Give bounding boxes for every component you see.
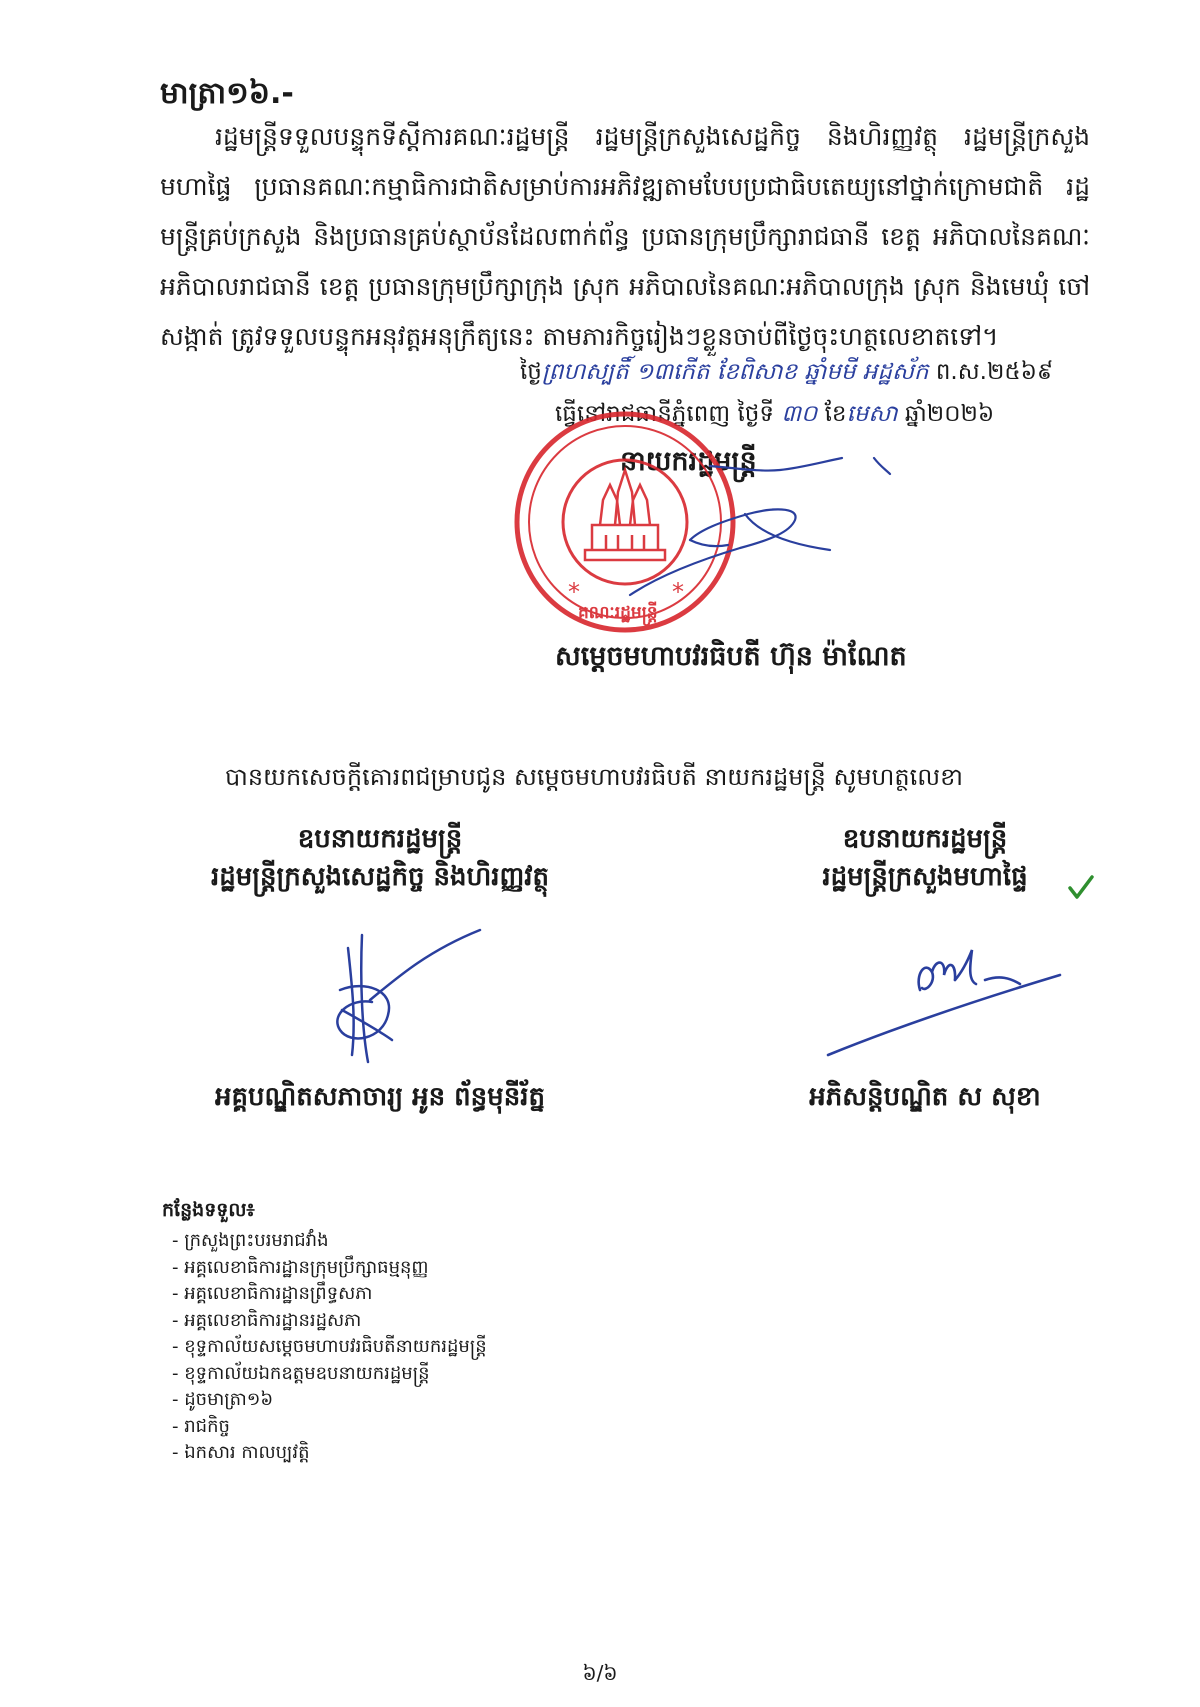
- list-item: - រាជកិច្ច: [172, 1415, 230, 1437]
- seal-text: គណៈរដ្ឋមន្ត្រី: [578, 603, 658, 623]
- buddhist-era-year: ព.ស.២៥៦៩: [935, 359, 1054, 385]
- solar-year: ឆ្នាំ២០២៦: [904, 401, 995, 427]
- list-item: - ដូចមាត្រា១៦: [172, 1389, 274, 1410]
- signatory-title: ឧបនាយករដ្ឋមន្ត្រី: [297, 824, 463, 854]
- svg-text:*: *: [672, 578, 684, 606]
- prime-minister-name: សម្ដេចមហាបវរធិបតី ហ៊ុន ម៉ាណែត: [555, 641, 907, 672]
- article-body: រដ្ឋមន្ត្រីទទួលបន្ទុកទីស្ដីការគណៈរដ្ឋមន្ត្រី រដ្ឋមន្ត្រីក្រសួងសេដ្ឋកិច្ច និងហិរញ្ញវត្ថុ រដ្ឋមន្ត្រីក្រសួងមហាផ្ទៃ ប្រធានគណៈកម្មាធិការជាតិសម្រាប់ការអភិវឌ្ឍតាមបែបប្រជាធិបតេយ្យនៅថ្នាក់ក្រោមជាតិ រដ្ឋមន្ត្រីគ្រប់ក្រសួង និងប្រធានគ្រប់ស្ថាប័នដែលពាក់ព័ន្ធ ប្រធានក្រុមប្រឹក្សារាជធានី ខេត្ត អភិបាលនៃគណៈអភិបាលរាជធានី ខេត្ត ប្រធានក្រុមប្រឹក្សាក្រុង ស្រុក អភិបាលនៃគណៈអភិបាលក្រុង ស្រុក និងមេឃុំ ចៅសង្កាត់ ត្រូវទទួលបន្ទុកអនុវត្តអនុក្រឹត្យនេះ តាមភារកិច្ចរៀងៗខ្លួនចាប់ពីថ្ងៃចុះហត្ថលេខាតទៅ។: [160, 122, 1090, 351]
- recipients-heading: កន្លែងទទួល៖: [162, 1199, 255, 1221]
- signatory-block-right: [730, 820, 1120, 896]
- acknowledgement-line: បានយកសេចក្ដីគោរពជម្រាបជូន សម្ដេចមហាបវរធិបតី នាយករដ្ឋមន្ត្រី សូមហត្ថលេខា: [225, 763, 963, 791]
- signatory-title: ឧបនាយករដ្ឋមន្ត្រី: [842, 824, 1008, 854]
- lunar-date-prefix: ថ្ងៃ: [520, 359, 542, 385]
- prime-minister-title: នាយករដ្ឋមន្ត្រី: [620, 446, 757, 477]
- list-item: - អគ្គលេខាធិការដ្ឋានរដ្ឋសភា: [172, 1309, 362, 1331]
- lunar-date-handwritten: ព្រហស្បតិ៍ ១៣កើត ខែពិសាខ ឆ្នាំមមី អដ្ឋស័ក: [541, 359, 929, 385]
- article-title: មាត្រា១៦.-: [160, 76, 294, 111]
- month-label: ខែ: [824, 401, 847, 427]
- page-number: ៦/៦: [582, 1661, 618, 1685]
- signatory-name-right: អភិសន្តិបណ្ឌិត ស សុខា: [809, 1082, 1041, 1112]
- lunar-date: [520, 358, 1053, 391]
- solar-day: ៣០: [781, 401, 818, 427]
- deputy-pm-signature-left: [337, 930, 480, 1062]
- signatory-block-left: [140, 820, 620, 896]
- list-item: - អគ្គលេខាធិការដ្ឋានព្រឹទ្ធសភា: [172, 1283, 373, 1304]
- recipients-list: [172, 1228, 487, 1467]
- list-item: - ក្រសួងព្រះបរមរាជវាំង: [172, 1230, 329, 1251]
- place-and-day-label: ធ្វើនៅរាជធានីភ្នំពេញ ថ្ងៃទី: [555, 401, 775, 427]
- signatory-ministry: រដ្ឋមន្ត្រីក្រសួងសេដ្ឋកិច្ច និងហិរញ្ញវត្ថុ: [210, 862, 550, 892]
- svg-text:*: *: [568, 578, 580, 606]
- solar-month: មេសា: [846, 401, 898, 427]
- signatory-name-left: អគ្គបណ្ឌិតសភាចារ្យ អូន ព័ន្ធមុនីរ័ត្ន: [215, 1082, 545, 1112]
- list-item: - ឯកសារ កាលប្បវត្តិ: [172, 1442, 310, 1463]
- list-item: - ខុទ្ទកាល័យសម្ដេចមហាបវរធិបតីនាយករដ្ឋមន្ត្រី: [172, 1336, 487, 1357]
- list-item: - អគ្គលេខាធិការដ្ឋានក្រុមប្រឹក្សាធម្មនុញ្ញ: [172, 1256, 429, 1278]
- solar-date: [555, 400, 994, 433]
- list-item: - ខុទ្ទកាល័យឯកឧត្តមឧបនាយករដ្ឋមន្ត្រី: [172, 1362, 430, 1384]
- signatory-ministry: រដ្ឋមន្ត្រីក្រសួងមហាផ្ទៃ: [822, 862, 1028, 892]
- deputy-pm-signature-right: [828, 950, 1060, 1055]
